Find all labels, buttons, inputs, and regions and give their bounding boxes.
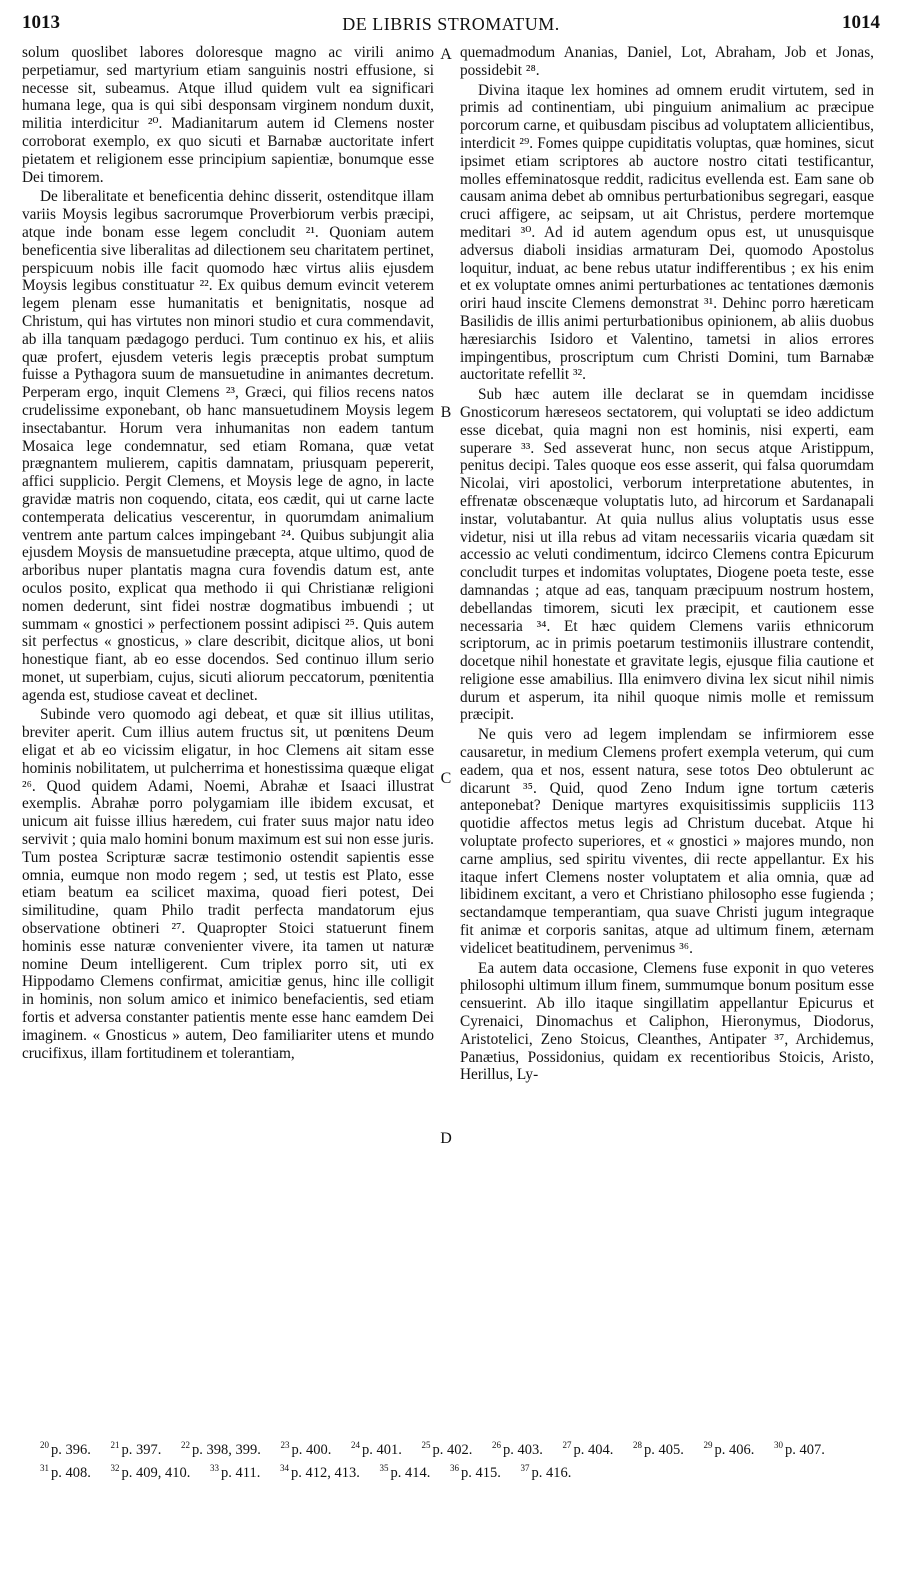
footnote: $^{32}$ p. 409, 410.: [110, 1462, 191, 1481]
footnote: $^{23}$ p. 400.: [280, 1440, 332, 1458]
paragraph: solum quoslibet labores doloresque magno ac virili animo perpetiamur, sed martyrium etiam sanguinis nostri effusione, si necesse sit, subeamus. Atque illud quidem vult ea significari humana lege, qua is qui sibi desponsam virginem nondum duxit, militia interdicitur ²⁰. Madianitarum autem id Clemens noster corroborat exemplo, ex quo sicuti et Barnabæ auctoritate infert pietatem et religionem esse principium sapientiæ, bonumque esse Dei timorem.: [22, 44, 434, 186]
footnote: $^{35}$ p. 414.: [379, 1462, 431, 1481]
paragraph: Subinde vero quomodo agi debeat, et quæ sit illius utilitas, breviter aperit. Cum illius autem fructus sit, ut pœnitens Deum eligat et ab eo vicissim eligatur, in hoc Clemens ait sitam esse hominis nobilitatem, ut pulcherrima et honestissima quæque eligat ²⁶. Quod quidem Adami, Noemi, Abrahæ et Isaaci illustrat exemplis. Abrahæ porro polygamiam ille ibidem excusat, et unicum ait fuisse illius hæredem, cui frater suus major natu ideo servivit ; quia malo homini bonum maximum est sui non esse juris. Tum postea Scripturæ sacræ testimonio ostendit sapientis esse omnia, eumque non modo regem ; sed, ut testis est Plato, esse etiam beatum ea scilicet maxima, quoad fieri potest, Dei similitudine, quam Philo tradit perfecta mandatorum ejus observatione obtineri ²⁷. Quapropter Stoici statuerunt finem hominis esse naturæ convenienter vivere, ita tamen ut naturæ nomine Deum intelligerent. Cum triplex porro sit, uti ex Hippodamo Clemens confirmat, amicitiæ genus, hinc ille colligit in hominis, non solum amico et inimico benefacientis, sed etiam fortis et adversa constanter patientis mente esse hanc eamdem Dei imaginem. « Gnosticus » autem, Deo familiariter utens et mundo crucifixus, illam fortitudinem et tolerantiam,: [22, 706, 434, 1062]
footnote: $^{30}$ p. 407.: [774, 1440, 825, 1458]
footnote: $^{21}$ p. 397.: [110, 1440, 162, 1458]
footnote: $^{37}$ p. 416.: [520, 1462, 572, 1481]
paragraph: quemadmodum Ananias, Daniel, Lot, Abraham, Job et Jonas, possidebit ²⁸.: [460, 44, 874, 79]
running-title: DE LIBRIS STROMATUM.: [342, 14, 560, 34]
left-column: [22, 44, 434, 1062]
footnote: $^{26}$ p. 403.: [492, 1440, 543, 1458]
left-page-number: 1013: [22, 12, 60, 33]
page-header: [22, 12, 880, 40]
right-page-number: 1014: [842, 12, 880, 33]
right-column: [460, 44, 874, 1084]
margin-marker-c: C: [440, 770, 452, 787]
paragraph: Sub hæc autem ille declarat se in quemdam incidisse Gnosticorum hæreseos sectatorem, qui voluptati se ideo addictum esse dicebat, quia magni non est hominis, nisi experti, eam superare ³³. Sed asseverat hunc, non secus atque Aristippum, penitus decipi. Tales quoque eos esse asserit, qui falsa quorumdam Nicolai, viri apostolici, verborum interpretatione abutentes, in effrenatæ obscenæque voluptatis luto, ad hircorum et Sardanapali instar, volutabantur. At quia nullus alius voluptatis usus esse videtur, nisi ut illa rebus ad vitam necessariis vicaria quædam sit accessio ac veluti condimentum, idcirco Clemens contra Epicurum concludit turpes et indomitas voluptates, Diogene poeta teste, esse damnandas ; atque ad eas, tanquam præcipuum nostrum hostem, debellandas timorem, sicuti lex præcipit, et cautionem esse necessaria ³⁴. Et hæc quidem Clemens variis ethnicorum scriptorum, ac in primis poetarum testimoniis illustrare contendit, docetque nihil honestate et gravitate legis, ejusque filia cautione et religione esse amabilius. Illa enimvero divina lex sicut nihil nimis durum et asperum, ita nihil quoque nimis molle et remissum præcipit.: [460, 386, 874, 724]
footnote: $^{33}$ p. 411.: [210, 1462, 261, 1481]
paragraph: Ea autem data occasione, Clemens fuse exponit in quo veteres philosophi ultimum illum finem, summumque bonum positum esse censuerint. Ab illo itaque singillatim appellantur Epicurus et Cyrenaici, Dinomachus et Caliphon, Hieronymus, Diodorus, Aristotelici, Zeno Stoicus, Cleanthes, Antipater ³⁷, Archidemus, Panætius, Possidonius, quidam ex recentioribus Stoicis, Aristo, Herillus, Ly-: [460, 959, 874, 1084]
footnote: $^{36}$ p. 415.: [449, 1462, 501, 1481]
footnote: $^{29}$ p. 406.: [703, 1440, 755, 1458]
footnote: $^{25}$ p. 402.: [421, 1440, 473, 1458]
footnote: $^{31}$ p. 408.: [40, 1462, 91, 1481]
footnotes: [40, 1436, 885, 1482]
paragraph: Ne quis vero ad legem implendam se infirmiorem esse causaretur, in medium Clemens profert exempla veterum, qui cum eadem, qua et nos, essent natura, sese totos Deo obtulerunt ac dicarunt ³⁵. Quid, quod Zeno Indum igne tortum cæteris anteponebat? Denique martyres exquisitissimis suppliciis 113 quotidie affectos metus legis ad Christum ducebat. Atque hi voluptate profecto superiores, et « gnostici » majores mundo, non carne amplius, sed spiritu viventes, dii recte appellantur. Ex his itaque infert Clemens noster voluptatem et alia omnia, quæ ad libidinem excitant, a vero et Christiano philosopho esse fugienda ; sectandamque temperantiam, qua suave Christi jugum integraque fit animæ et corporis sanitas, atque ad ultimum finem, æternam videlicet beatitudinem, pervenimus ³⁶.: [460, 726, 874, 957]
margin-marker-d: D: [440, 1130, 452, 1147]
footnote: $^{28}$ p. 405.: [633, 1440, 684, 1458]
footnote: $^{24}$ p. 401.: [351, 1440, 402, 1458]
paragraph: De liberalitate et beneficentia dehinc disserit, ostenditque illam variis Moysis legibus sacrorumque Proverbiorum verbis præcipi, atque inde bonam esse legem concludit ²¹. Quoniam autem beneficentia sive liberalitas ad dilectionem seu charitatem pertinet, perspicuum nobis ille facit quomodo hæc virtus aliis ejusdem Moysis legibus constituatur ²². Ex quibus demum evincit veterem legem plenam esse humanitatis et benignitatis, nosque ad Christum, qui has virtutes non minori studio et cura commendavit, ab illa tanquam pædagogo perduci. Tum continuo ex his, et aliis quæ profert, ejusdem veteris legis præceptis probat sumptum fuisse a Pythagora suum de mansuetudine in animantes decretum. Perperam ergo, inquit Clemens ²³, Græci, qui filios recens natos crudelissime exponebant, ob hanc mansuetudinem Moysis legem insectabantur. Horum vera inhumanitas non eadem tantum Mosaica lege condemnatur, sed etiam Romana, quæ vetat prægnantem mulierem, capitis damnatam, priusquam pepererit, affici supplicio. Pergit Clemens, et Moysis lege de agno, in lacte gravidæ matris non coquendo, citata, eos cædit, qui ut carne lacte contemperata delicatius vescerentur, in quorumdam animalium ventrem ante partum calces impingebant ²⁴. Quibus subjungit alia ejusdem Moysis de mansuetudine præcepta, atque ultimo, quod de arboribus nuper plantatis magna cura fovendis datum est, ante oculos posito, explicat qua methodo ii qui Christianæ religioni nomen dederunt, sint fidei nostræ dogmatibus imbuendi ; ut summam « gnostici » perfectionem possint adipisci ²⁵. Quis autem sit perfectus « gnosticus, » clare describit, dicitque alios, ut boni honestique fiant, ab eo esse docendos. Sed continuo illum serio monet, ut superbiam, cujus, sicuti aliorum peccatorum, pœnitentia agenda est, studiose caveat et declinet.: [22, 188, 434, 704]
footnote: $^{20}$ p. 396.: [40, 1440, 91, 1458]
footnote: $^{34}$ p. 412, 413.: [279, 1462, 360, 1481]
margin-marker-b: B: [440, 404, 452, 421]
paragraph: Divina itaque lex homines ad omnem erudit virtutem, sed in primis ad continentiam, ubi pinguium animalium ac præcipue porcorum carne, et quibusdam piscibus ad voluptatem allicientibus, interdicit ²⁹. Fomes quippe cupiditatis voluptas, quæ homines, sicut ipsimet etiam scriptores ab auctore nostro citati testificantur, molles effeminatosque reddit, radicitus evellenda est. Eam sane ob causam anima debet ab omnibus perturbationibus segregari, easque cruci affigere, ac seipsam, ut ait Christus, perdere mortemque meditari ³⁰. Ad id autem agendum opus est, ut unusquisque adversus diaboli insidias armaturam Dei, quomodo Apostolus loquitur, induat, ac bene rebus utatur indifferentibus ; ex his enim et ex voluptate omnes animi perturbationes ac tentationes dæmonis oriri haud inscite Clemens demonstrat ³¹. Dehinc porro hæreticam Basilidis de illis animi perturbationibus opinionem, ab aliis duobus hæresiarchis Isidoro et Valentino, tametsi in alios errores impingentibus, proscriptum cum Christi Domini, tum Barnabæ auctoritate refellit ³².: [460, 81, 874, 384]
margin-marker-a: A: [440, 46, 452, 63]
footnote: $^{27}$ p. 404.: [562, 1440, 614, 1458]
footnote: $^{22}$ p. 398, 399.: [181, 1440, 261, 1458]
